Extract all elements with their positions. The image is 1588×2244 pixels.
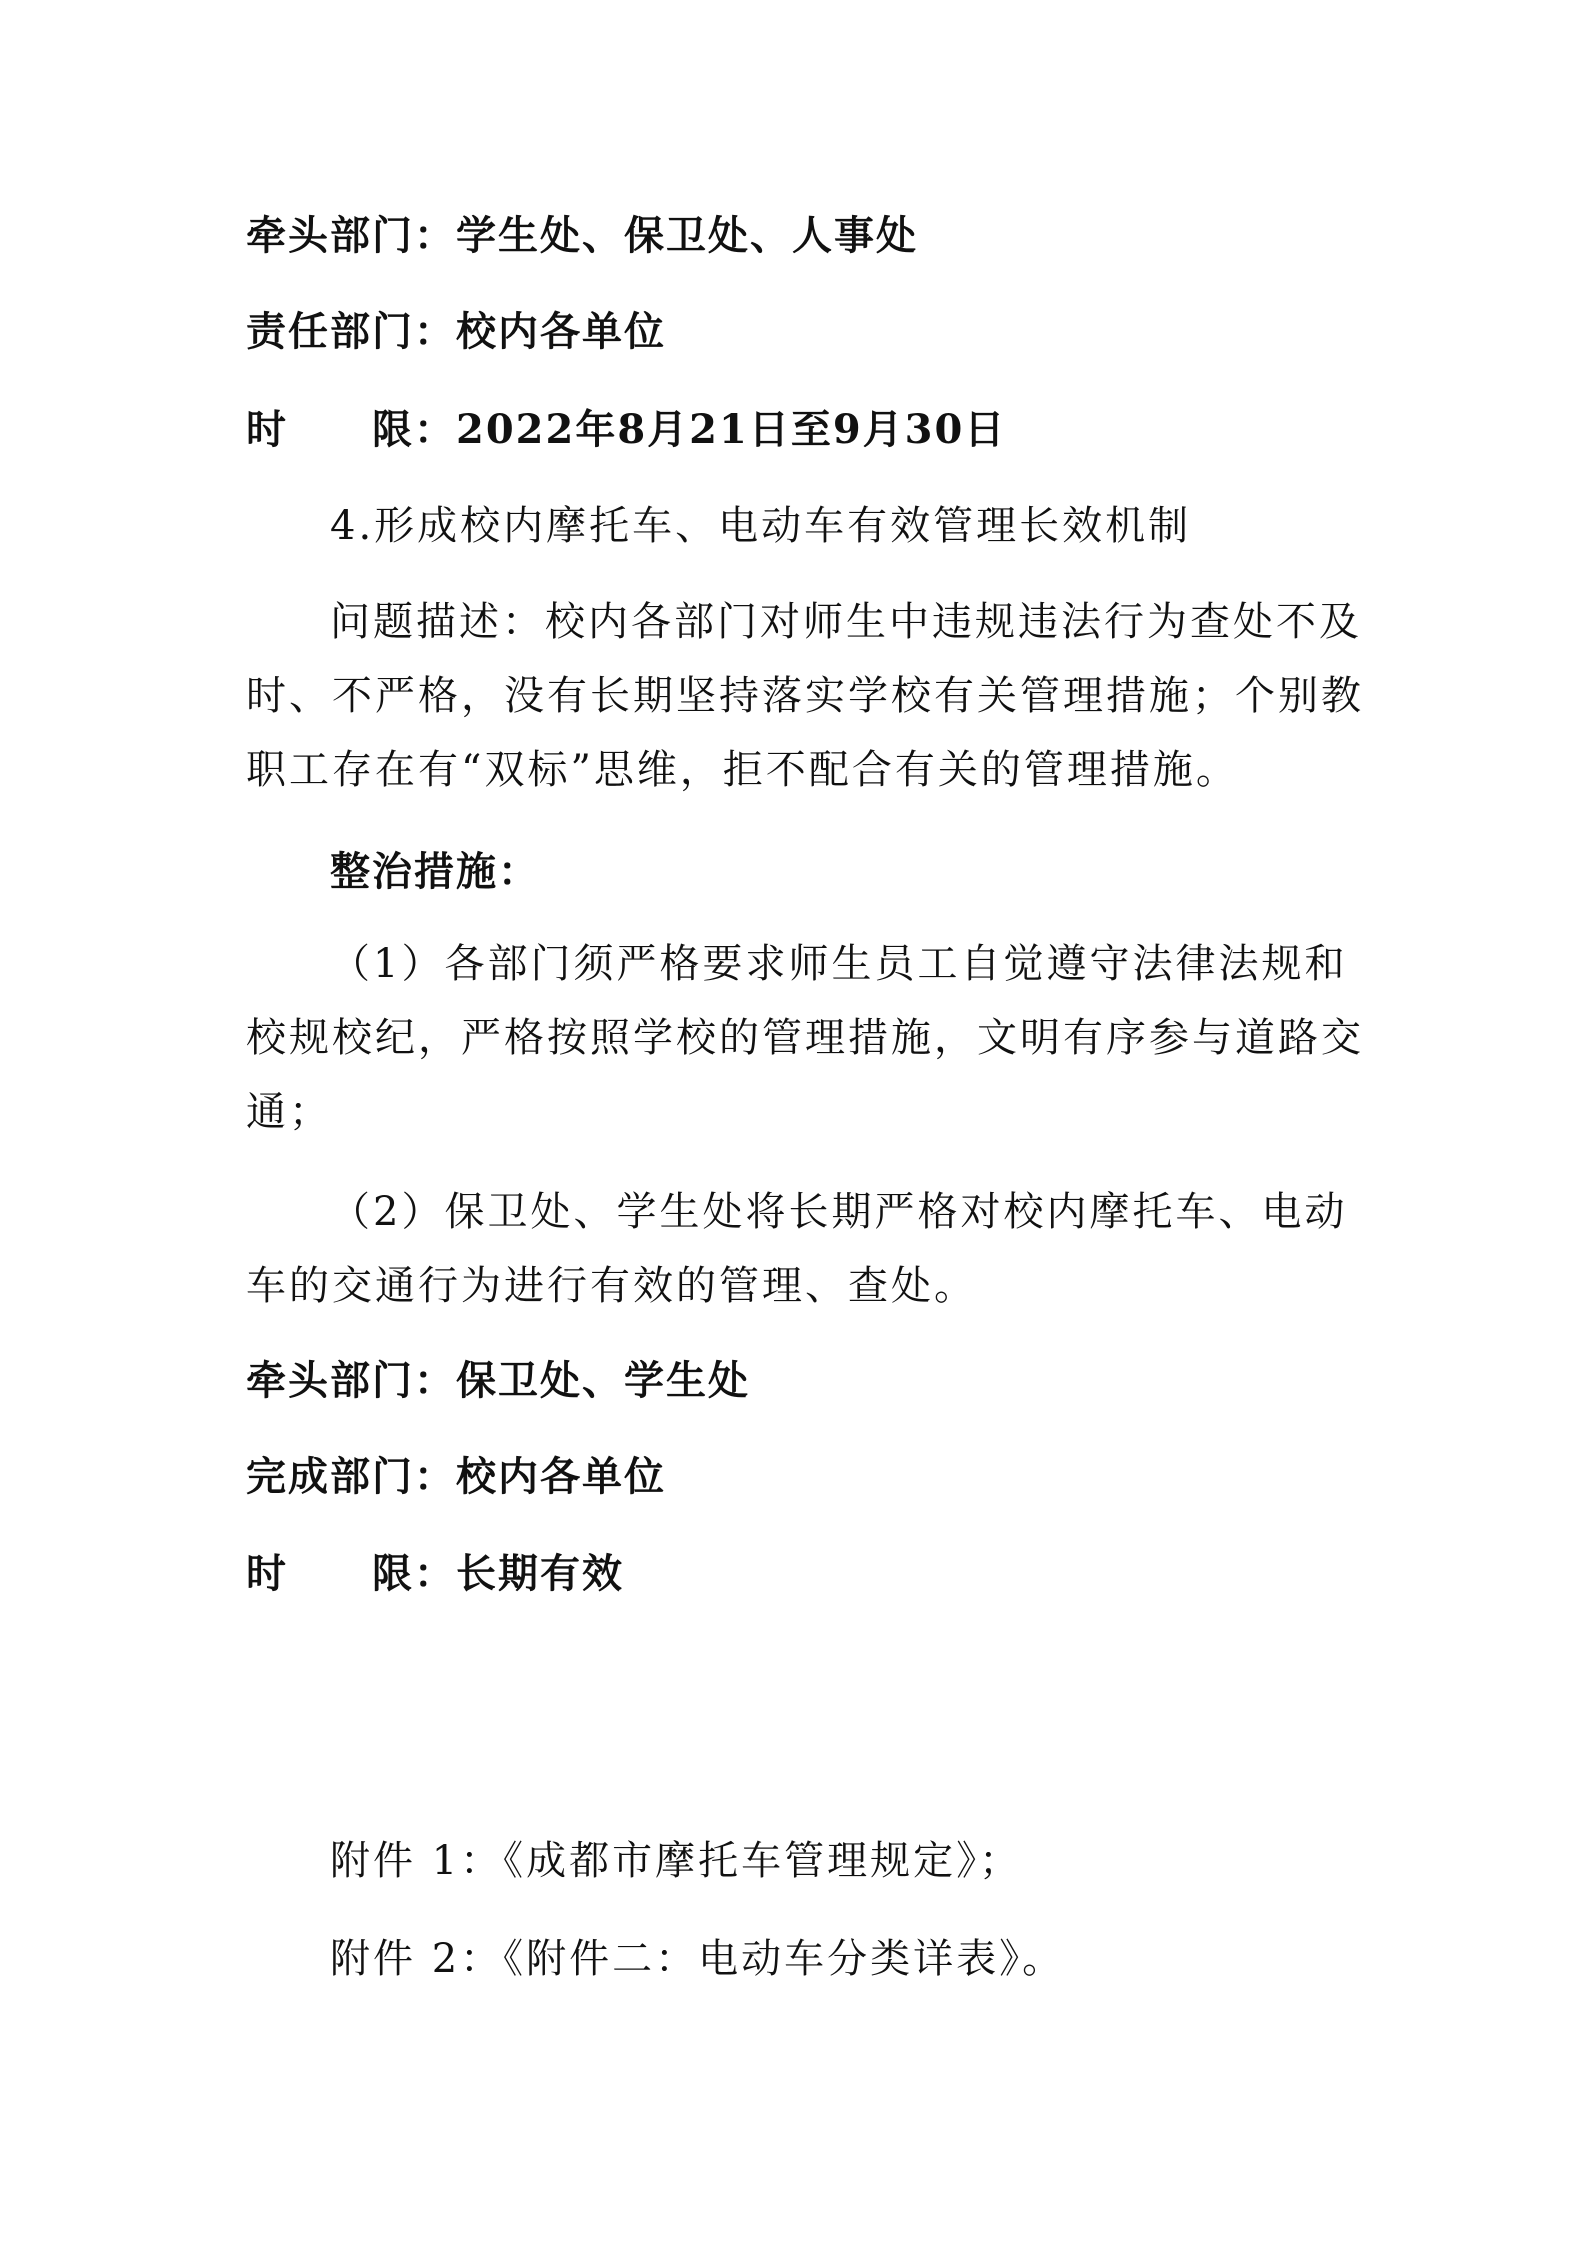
time-limit-label-1: 时 xyxy=(246,1550,288,1597)
resp-dept-line xyxy=(246,308,666,356)
attachment-1: 附件 1：《成都市摩托车管理规定》； xyxy=(330,1838,1023,1884)
lead-dept-line xyxy=(246,1357,750,1405)
lead-dept-label: 牵头部门： xyxy=(246,212,456,259)
measure-line: 通； xyxy=(246,1089,332,1135)
measures-heading: 整治措施： xyxy=(330,848,540,895)
resp-dept-value: 校内各单位 xyxy=(456,308,666,355)
done-dept-value: 校内各单位 xyxy=(456,1453,666,1500)
lead-dept-line xyxy=(246,212,918,260)
problem-paragraph xyxy=(246,598,1364,820)
done-dept-label: 完成部门： xyxy=(246,1453,456,1500)
measure-2-paragraph xyxy=(246,1188,1346,1336)
problem-line: 时、不严格，没有长期坚持落实学校有关管理措施；个别教 xyxy=(246,673,1364,719)
measure-line: 校规校纪，严格按照学校的管理措施，文明有序参与道路交 xyxy=(246,1015,1364,1061)
problem-line: 问题描述：校内各部门对师生中违规违法行为查处不及 xyxy=(330,599,1362,645)
measure-1-paragraph xyxy=(246,940,1364,1162)
time-limit-value: 2022年8月21日至9月30日 xyxy=(456,406,1007,453)
measure-line: （1）各部门须严格要求师生员工自觉遵守法律法规和 xyxy=(330,941,1348,987)
item4-title: 4.形成校内摩托车、电动车有效管理长效机制 xyxy=(330,503,1192,549)
resp-dept-label: 责任部门： xyxy=(246,308,456,355)
time-limit-label-2: 限： xyxy=(372,1550,456,1597)
time-limit-line xyxy=(246,406,1006,454)
done-dept-line xyxy=(246,1453,666,1501)
time-limit-value: 长期有效 xyxy=(456,1550,624,1597)
lead-dept-value: 保卫处、学生处 xyxy=(456,1357,750,1404)
problem-line: 职工存在有“双标”思维，拒不配合有关的管理措施。 xyxy=(246,747,1239,793)
measure-line: 车的交通行为进行有效的管理、查处。 xyxy=(246,1263,977,1309)
lead-dept-label: 牵头部门： xyxy=(246,1357,456,1404)
time-limit-line xyxy=(246,1550,624,1598)
lead-dept-value: 学生处、保卫处、人事处 xyxy=(456,212,918,259)
time-limit-label-1: 时 xyxy=(246,406,288,453)
time-limit-label-2: 限： xyxy=(372,406,456,453)
measure-line: （2）保卫处、学生处将长期严格对校内摩托车、电动 xyxy=(330,1189,1348,1235)
attachment-2: 附件 2：《附件二：电动车分类详表》。 xyxy=(330,1936,1066,1982)
